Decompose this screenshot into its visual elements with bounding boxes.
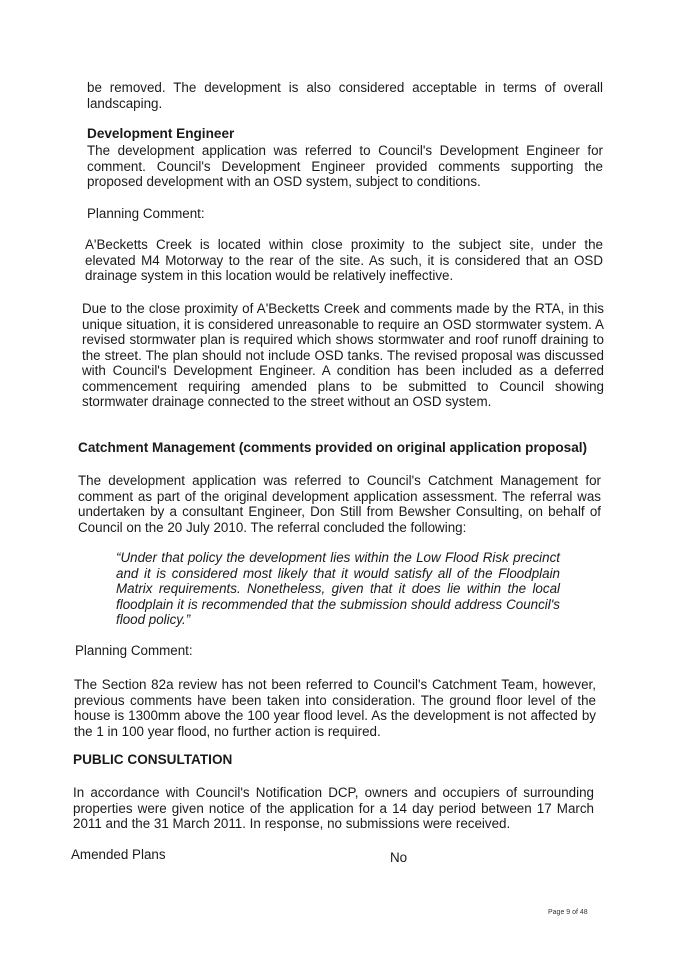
catchment-management-heading: Catchment Management (comments provided on original application proposal) bbox=[78, 440, 588, 455]
amended-plans-value: No bbox=[390, 850, 408, 865]
planning-comment-label: Planning Comment: bbox=[87, 206, 205, 221]
public-consultation-heading: PUBLIC CONSULTATION bbox=[73, 752, 233, 767]
public-consultation-paragraph: In accordance with Council's Notification DCP, owners and occupiers of surrounding properties were given notice of the application for a 14 day period between 17 March 2011 and the 31 March 2011. In response, no submissions were received. bbox=[73, 785, 594, 831]
amended-plans-label: Amended Plans bbox=[71, 847, 166, 862]
section-82a-paragraph: The Section 82a review has not been referred to Council's Catchment Team, however, previous comments have been taken into consideration. The ground floor level of the house is 1300mm above the 100 year flood level. As the development is not affected by the 1 in 100 year flood, no further action is required. bbox=[74, 677, 596, 739]
intro-paragraph: be removed. The development is also considered acceptable in terms of overall landscaping. bbox=[87, 80, 603, 111]
abecketts-creek-paragraph: A'Becketts Creek is located within close proximity to the subject site, under the elevated M4 Motorway to the rear of the site. As such, it is considered that an OSD drainage system in this location would be relatively ineffective. bbox=[85, 237, 603, 283]
osd-proximity-paragraph: Due to the close proximity of A'Becketts Creek and comments made by the RTA, in this unique situation, it is considered unreasonable to require an OSD stormwater system. A revised stormwater plan is required which shows stormwater and roof runoff draining to the street. The plan should not include OSD tanks. The revised proposal was discussed with Council's Development Engineer. A condition has been included as a deferred commencement requiring amended plans to be submitted to Council showing stormwater drainage connected to the street without an OSD system. bbox=[82, 301, 604, 409]
catchment-management-paragraph: The development application was referred to Council's Catchment Management for comment as part of the original development application assessment. The referral was undertaken by a consultant Engineer, Don Still from Bewsher Consulting, on behalf of Council on the 20 July 2010. The referral concluded the following: bbox=[78, 473, 601, 535]
development-engineer-heading: Development Engineer bbox=[87, 126, 235, 141]
development-engineer-paragraph: The development application was referred to Council's Development Engineer for comment. Council's Development Engineer provided comments supporting the proposed development with an OSD system, subject to conditions. bbox=[87, 143, 603, 189]
bewsher-referral-quote: “Under that policy the development lies within the Low Flood Risk precinct and it is considered most likely that it would satisfy all of the Floodplain Matrix requirements. Nonetheless, given that it does lie within the local floodplain it is recommended that the submission should address Council's flood policy.” bbox=[116, 550, 560, 627]
page-number-footer: Page 9 of 48 bbox=[548, 909, 588, 916]
planning-comment-label: Planning Comment: bbox=[75, 643, 193, 658]
